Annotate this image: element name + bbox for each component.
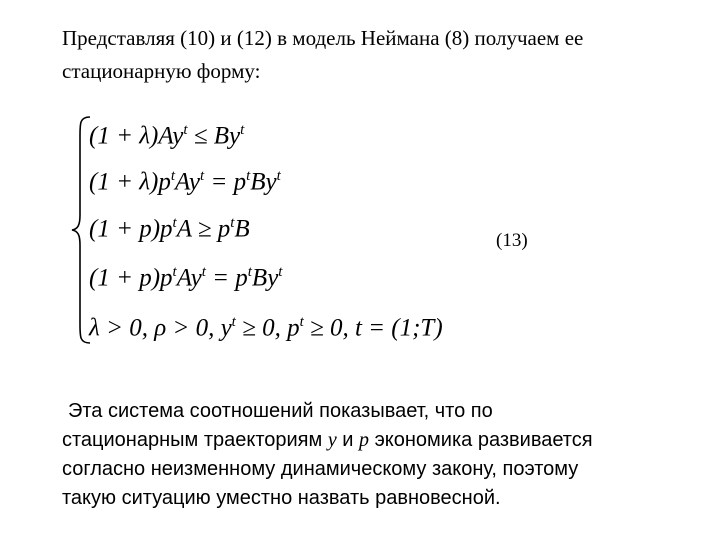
equation-2: $(1 + \lambda)p^tAy^t = p^tBy^t$ xyxy=(89,168,281,196)
explanation-paragraph xyxy=(62,397,702,513)
intro-line-1: Представляя (10) и (12) в модель Неймана (8) получаем ее xyxy=(62,26,584,50)
paragraph-text: экономика развивается xyxy=(369,429,593,451)
equation-number: (13) xyxy=(496,230,528,251)
paragraph-line-2 xyxy=(62,426,702,455)
equation-5: λ > 0, ρ > 0, $y^t \ge 0$, $p^t \ge 0$, t = (1;T) xyxy=(89,314,443,342)
variable-y: y xyxy=(327,429,337,451)
equation-1: $(1 + \lambda)Ay^t \le By^t$ xyxy=(89,122,245,150)
intro-line-2: стационарную форму: xyxy=(62,59,261,83)
paragraph-line-4: такую ситуацию уместно назвать равновесной. xyxy=(62,487,501,509)
equation-3: $(1 + p)p^tA \ge p^tB$ xyxy=(89,215,250,243)
variable-p: p xyxy=(359,429,370,451)
equation-4: $(1 + p)p^tAy^t = p^tBy^t$ xyxy=(89,264,283,292)
paragraph-line-1: Эта система соотношений показывает, что по xyxy=(68,400,493,422)
paragraph-line-3: согласно неизменному динамическому закону, поэтому xyxy=(62,458,579,480)
paragraph-text: стационарным траекториям xyxy=(62,429,328,451)
paragraph-text: и xyxy=(336,429,360,451)
